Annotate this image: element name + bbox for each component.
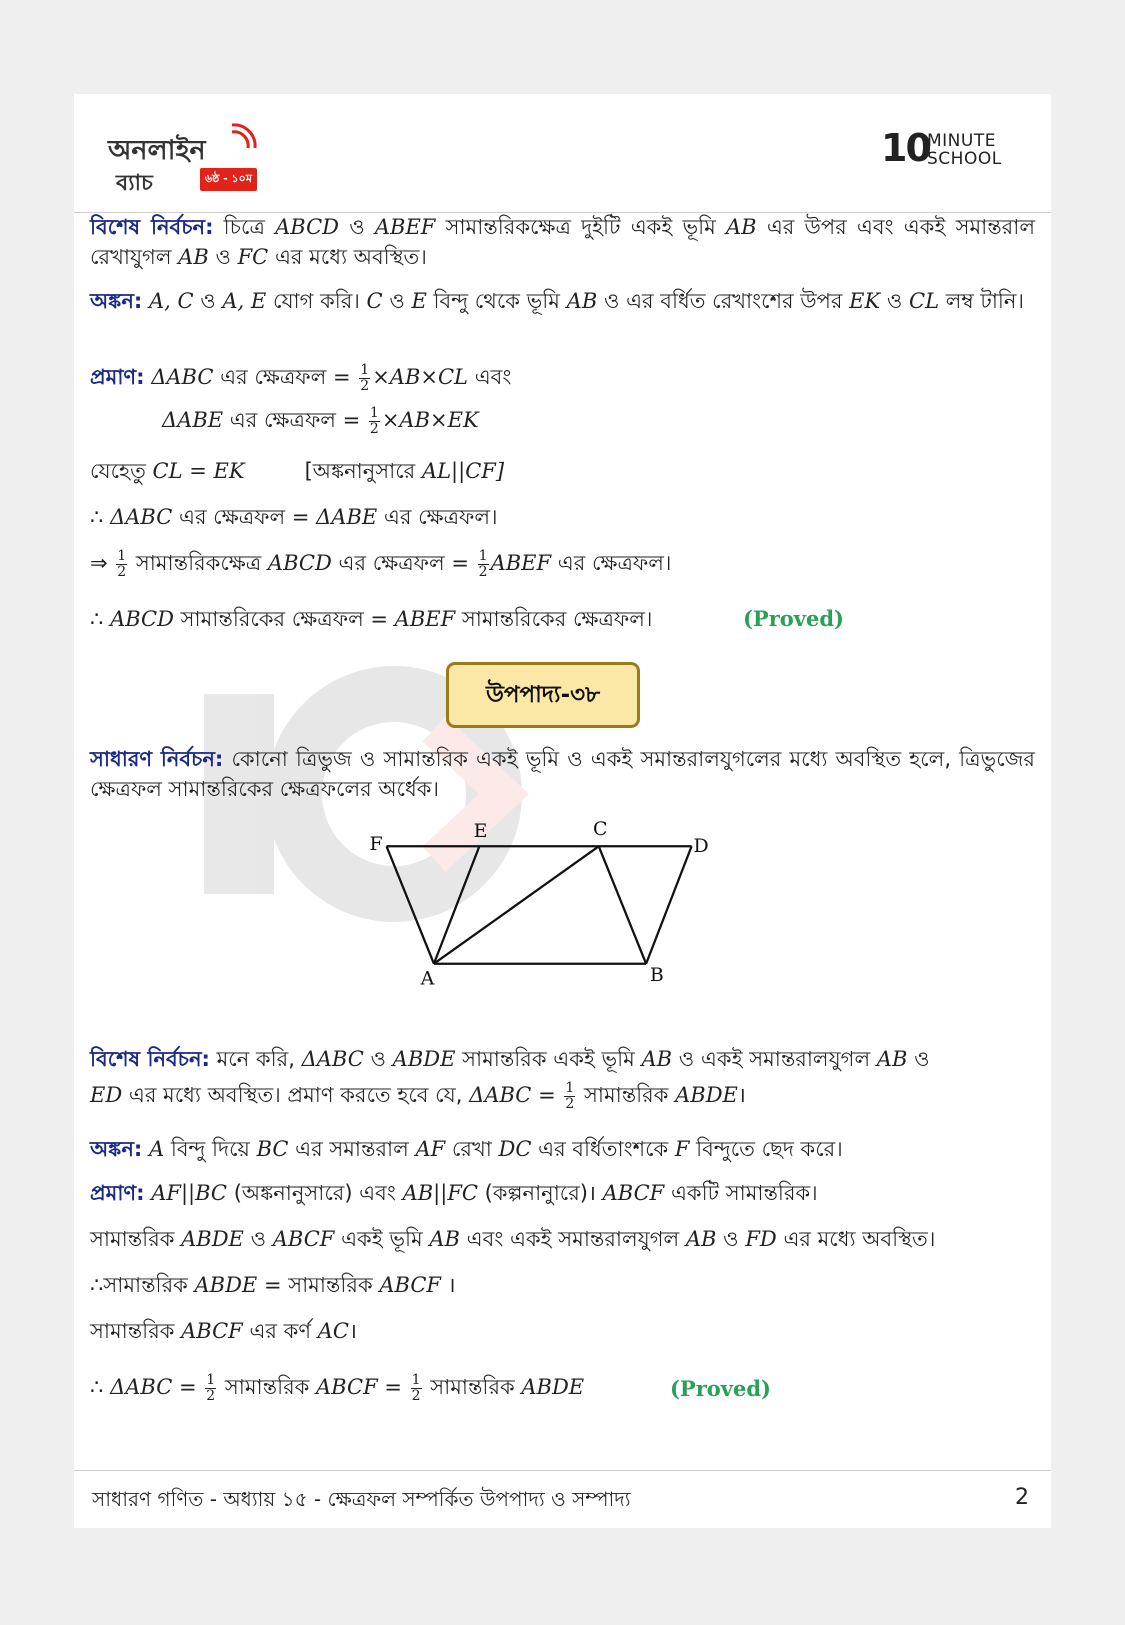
therefore-symbol: ∴: [90, 1273, 104, 1297]
document-page: [74, 94, 1051, 1528]
fraction-half: $\frac{1}{2}$: [369, 404, 379, 437]
math: AB: [641, 1047, 673, 1071]
math: AB: [876, 1047, 908, 1071]
math: ABDE: [392, 1047, 456, 1071]
line-DB: [646, 846, 691, 963]
math: ABCF: [379, 1273, 441, 1297]
logo-right-line1: MINUTE: [927, 131, 996, 151]
page-footer: [74, 1470, 1051, 1529]
math: F: [674, 1137, 690, 1161]
special-statement-2: [90, 1044, 1035, 1074]
math: ×AB×CL: [372, 365, 468, 389]
proof-line-4: ∴ ΔABC এর ক্ষেত্রফল = ΔABE এর ক্ষেত্রফল।: [90, 505, 498, 529]
text: চিত্রে: [223, 215, 265, 239]
math: ΔABE: [316, 505, 378, 529]
text: সামান্তরিক: [90, 1319, 175, 1343]
logo-right-line2: SCHOOL: [927, 149, 1002, 169]
text: সামান্তরিক একই ভূমি: [462, 1047, 635, 1071]
proof-line-3: [90, 456, 1035, 486]
text: [অঙ্কনানুসারে: [304, 459, 416, 483]
text: ও একই সমান্তরালযুগল: [678, 1047, 871, 1071]
proof-line-6: ∴ ABCD সামান্তরিকের ক্ষেত্রফল = ABEF সামান্তরিকের ক্ষেত্রফল।: [90, 607, 653, 631]
line-FA: [387, 846, 434, 963]
text: লম্ব টানি।: [945, 289, 1024, 313]
text: সামান্তরিক: [103, 1273, 188, 1297]
theorem-title: উপপাদ্য-৩৮: [486, 682, 600, 708]
math: ABEF: [490, 551, 552, 575]
point-label-A: A: [420, 967, 435, 990]
geometry-diagram: [340, 797, 740, 990]
math: ED: [90, 1083, 123, 1107]
math: ABCF: [602, 1181, 665, 1205]
math: ×AB×EK: [381, 408, 479, 432]
fraction-half: $\frac{1}{2}$: [206, 1371, 216, 1404]
math: BC: [256, 1137, 289, 1161]
ten-minute-school-logo: [881, 126, 1011, 170]
text: এর কর্ণ: [249, 1319, 312, 1343]
therefore-symbol: ∴: [90, 505, 104, 529]
math: AF||BC: [151, 1181, 227, 1205]
point-label-E: E: [473, 819, 488, 842]
math: C: [366, 289, 383, 313]
point-label-C: C: [593, 817, 608, 840]
logo-left-badge: ৬ষ্ঠ - ১০ম: [200, 168, 257, 191]
math: ABCF: [316, 1375, 378, 1399]
therefore-symbol: ∴: [90, 607, 104, 631]
text: ।: [348, 1319, 357, 1343]
math: AL||CF]: [421, 459, 505, 483]
math: ΔABC: [151, 365, 214, 389]
text: এর উপর এবং একই সমান্তরাল রেখাযুগল: [90, 215, 1035, 269]
proof-2-line-3: ∴সামান্তরিক ABDE = সামান্তরিক ABCF ।: [90, 1273, 456, 1297]
math: ABCD: [267, 551, 332, 575]
page-number: 2: [1015, 1485, 1029, 1510]
text: এর ক্ষেত্রফল: [220, 365, 327, 389]
math: FD: [745, 1227, 777, 1251]
logo-right-number: 10: [881, 126, 930, 170]
text: সামান্তরিক: [90, 1227, 175, 1251]
implies-symbol: ⇒: [90, 551, 108, 575]
text: ও: [215, 245, 231, 269]
math: ABDE: [194, 1273, 258, 1297]
math: AB: [726, 215, 757, 239]
text: এর ক্ষেত্রফল: [178, 505, 286, 529]
text: রেখা: [451, 1137, 492, 1161]
proof-line-1: প্রমাণ: ΔABC এর ক্ষেত্রফল = $\frac{1}{2}$ ×AB×CL এবং: [90, 361, 512, 394]
construction-2: [90, 1134, 1035, 1164]
text: সামান্তরিকক্ষেত্র: [135, 551, 262, 575]
text: এর বর্ধিতাংশকে: [538, 1137, 669, 1161]
math: DC: [498, 1137, 532, 1161]
text: এবং: [474, 365, 512, 389]
math: A, C: [148, 289, 194, 313]
math: AB: [178, 245, 209, 269]
text: ও: [723, 1227, 739, 1251]
text: সামান্তরিক: [583, 1083, 669, 1107]
text: ও: [886, 289, 903, 313]
math: ΔABC: [469, 1083, 532, 1107]
fraction-half: $\frac{1}{2}$: [478, 547, 488, 580]
text: সামান্তরিক: [430, 1375, 515, 1399]
proved-label-2: (Proved): [670, 1376, 771, 1401]
logo-left-line2: ব্যাচ: [116, 171, 153, 196]
math: CL = EK: [152, 459, 245, 483]
special-statement-label: বিশেষ নির্বচন:: [90, 215, 214, 239]
text: =: [384, 1375, 402, 1399]
text: এর সমান্তরাল: [295, 1137, 409, 1161]
proof-label: প্রমাণ:: [90, 365, 145, 389]
construction-label: অঙ্কন:: [90, 1137, 143, 1161]
math: ABCD: [110, 607, 174, 631]
text: বিন্দু থেকে ভূমি: [433, 289, 560, 313]
construction-label: অঙ্কন:: [90, 289, 143, 313]
text: ও: [250, 1227, 267, 1251]
text: সামান্তরিক: [224, 1375, 310, 1399]
footer-title: সাধারণ গণিত - অধ্যায় ১৫ - ক্ষেত্রফল সম্পর্কিত উপপাদ্য ও সম্পাদ্য: [92, 1487, 631, 1511]
math: ABDE: [675, 1083, 738, 1107]
fraction-half: $\frac{1}{2}$: [411, 1371, 421, 1404]
general-statement-label: সাধারণ নির্বচন:: [90, 747, 224, 771]
math: FC: [237, 245, 269, 269]
fraction-half: $\frac{1}{2}$: [360, 361, 370, 394]
math: AC: [317, 1319, 349, 1343]
signal-icon: [228, 122, 258, 152]
proof-line-2: ΔABE এর ক্ষেত্রফল = $\frac{1}{2}$ ×AB×EK: [162, 404, 479, 437]
text: এর ক্ষেত্রফল: [338, 551, 445, 575]
text: বিন্দুতে ছেদ করে।: [696, 1137, 843, 1161]
proof-label: প্রমাণ:: [90, 1181, 145, 1205]
proof-2-line-2: [90, 1224, 1035, 1254]
math: EK: [849, 289, 881, 313]
math: ΔABE: [162, 408, 224, 432]
math: A: [148, 1137, 165, 1161]
construction-1: [90, 286, 1035, 316]
text: সামান্তরিক: [288, 1273, 373, 1297]
text: এর মধ্যে অবস্থিত।: [783, 1227, 936, 1251]
online-batch-logo: [108, 122, 258, 196]
line-AC: [434, 846, 599, 963]
line-CB: [599, 846, 646, 963]
proof-2-line-5: [90, 1372, 1035, 1404]
proof-line-5: ⇒ $\frac{1}{2}$ সামান্তরিকক্ষেত্র ABCD এর ক্ষেত্রফল = $\frac{1}{2}$ ABEF এর ক্ষেত্রফল।: [90, 547, 672, 580]
math: AB: [566, 289, 598, 313]
text: (কল্পনানুারে)।: [484, 1181, 596, 1205]
math: ABCF: [181, 1319, 243, 1343]
math: CL: [909, 289, 940, 313]
special-statement-label: বিশেষ নির্বচন:: [90, 1047, 210, 1071]
text: একটি সামান্তরিক।: [670, 1181, 818, 1205]
point-label-F: F: [369, 833, 383, 856]
text: ।: [447, 1273, 456, 1297]
math: AB: [429, 1227, 460, 1251]
text: এর ক্ষেত্রফল: [229, 408, 336, 432]
math: AB: [685, 1227, 717, 1251]
math: ABCD: [275, 215, 339, 239]
page-header: [74, 94, 1051, 213]
text: =: [178, 1375, 197, 1399]
math: ABCF: [272, 1227, 335, 1251]
text: সামান্তরিকের ক্ষেত্রফল।: [461, 607, 653, 631]
fraction-half: $\frac{1}{2}$: [565, 1079, 575, 1112]
text: বিন্দু দিয়ে: [170, 1137, 250, 1161]
math: A, E: [222, 289, 267, 313]
math: ABDE: [181, 1227, 244, 1251]
text: কোনো ত্রিভুজ ও সামান্তরিক একই ভূমি ও একই সমান্তরালযুগলের মধ্যে অবস্থিত হলে, ত্রিভুজের ক্ষেত্রফল সামান্তরিকের ক্ষেত্রফলের অর্ধেক।: [90, 747, 1035, 801]
text: ও এর বর্ধিত রেখাংশের উপর: [603, 289, 843, 313]
math: E: [411, 289, 427, 313]
math: ΔABC: [110, 505, 173, 529]
text: এর মধ্যে অবস্থিত। প্রমাণ করতে হবে যে,: [128, 1083, 463, 1107]
math: ABEF: [394, 607, 456, 631]
text: ও: [349, 215, 365, 239]
text: একই ভূমি: [341, 1227, 423, 1251]
text: ।: [737, 1083, 746, 1107]
text: সামান্তরিকের ক্ষেত্রফল: [180, 607, 364, 631]
line-AE: [434, 846, 479, 963]
text: এর ক্ষেত্রফল।: [557, 551, 672, 575]
math: ΔABC: [110, 1375, 173, 1399]
text: এবং একই সমান্তরালযুগল: [466, 1227, 680, 1251]
text: এর মধ্যে অবস্থিত।: [274, 245, 427, 269]
text: এর ক্ষেত্রফল।: [383, 505, 498, 529]
point-label-B: B: [649, 963, 664, 986]
text: মনে করি,: [216, 1047, 295, 1071]
logo-left-line1: অনলাইন: [108, 135, 206, 166]
text: ও: [370, 1047, 386, 1071]
special-statement-2-cont: [90, 1080, 1035, 1112]
text: (অঙ্কনানুসারে) এবং: [233, 1181, 396, 1205]
text: ও: [200, 289, 216, 313]
point-label-D: D: [693, 834, 709, 857]
proof-2-line-4: [90, 1316, 1035, 1346]
math: ΔABC: [301, 1047, 364, 1071]
text: সামান্তরিকক্ষেত্র দুইটি একই ভূমি: [445, 215, 716, 239]
proved-label-1: (Proved): [743, 606, 844, 631]
math: ABEF: [374, 215, 436, 239]
proof-2-line-1: [90, 1178, 1035, 1208]
therefore-symbol: ∴: [90, 1375, 104, 1399]
math: AB||FC: [402, 1181, 478, 1205]
text: ও: [914, 1047, 930, 1071]
text: যেহেতু: [90, 459, 146, 483]
text: ও: [389, 289, 405, 313]
math: AF: [415, 1137, 446, 1161]
theorem-title-box: [446, 662, 640, 728]
text: যোগ করি।: [272, 289, 360, 313]
general-statement: [90, 744, 1035, 804]
fraction-half: $\frac{1}{2}$: [117, 547, 127, 580]
special-statement-1: [90, 212, 1035, 272]
logo-right-text: [927, 132, 1002, 168]
text: =: [538, 1083, 556, 1107]
math: ABDE: [521, 1375, 585, 1399]
